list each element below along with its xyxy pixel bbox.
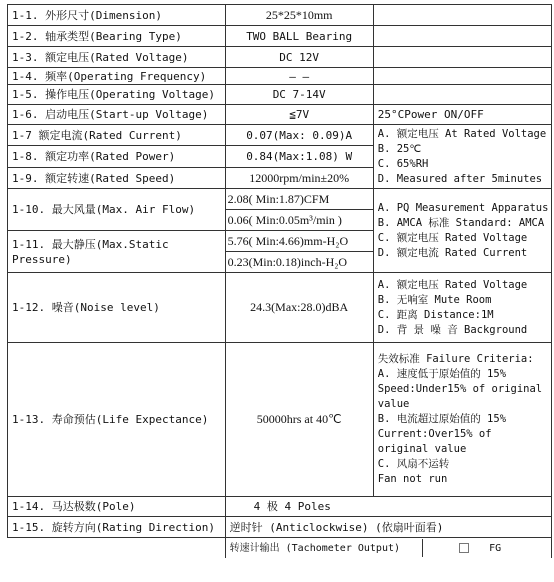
note-line: B. 电流超过原始值的 15%	[377, 413, 507, 425]
row-value: DC 12V	[225, 47, 373, 68]
note-line: D. 额定电流 Rated Current	[377, 246, 528, 259]
row-label: 1-8. 额定功率(Rated Power)	[8, 146, 226, 168]
table-row	[8, 517, 552, 538]
note-line: B. 25℃	[377, 142, 422, 155]
row-label: 1-4. 频率(Operating Frequency)	[8, 68, 226, 85]
table-row	[8, 497, 552, 517]
tachometer-label: 转速计输出 (Tachometer Output)	[229, 543, 401, 554]
value-line: 5.76( Min:4.66)mm-H₂O	[226, 231, 373, 252]
row-value: 4 极 4 Poles	[225, 497, 551, 517]
note-line: Speed:Under15% of original	[377, 383, 543, 395]
row-label: 1-7 额定电流(Rated Current)	[8, 125, 226, 146]
row-value: ≦7V	[225, 105, 373, 125]
note-line: D. 背 景 噪 音 Background	[377, 323, 528, 336]
notes-cell	[373, 125, 551, 189]
row-label: 1-10. 最大风量(Max. Air Flow)	[8, 189, 226, 231]
row-label: 1-3. 额定电压(Rated Voltage)	[8, 47, 226, 68]
row-value: 12000rpm/min±20%	[225, 168, 373, 189]
row-note	[373, 68, 551, 85]
row-label: 1-6. 启动电压(Start-up Voltage)	[8, 105, 226, 125]
table-row	[8, 26, 552, 47]
value-line: 0.06( Min:0.05m³/min )	[227, 213, 342, 227]
row-label: 1-14. 马达极数(Pole)	[8, 497, 226, 517]
row-label: 1-5. 操作电压(Operating Voltage)	[8, 85, 226, 105]
note-line: B. AMCA 标准 Standard: AMCA	[377, 216, 545, 229]
note-line: C. 额定电压 Rated Voltage	[377, 231, 528, 244]
notes-cell	[373, 343, 551, 497]
note-line: C. 风扇不运转	[377, 458, 450, 470]
row-note	[373, 26, 551, 47]
note-line: 失效标准 Failure Criteria:	[377, 353, 534, 365]
table-row	[8, 343, 552, 497]
row-label: 1-2. 轴承类型(Bearing Type)	[8, 26, 226, 47]
note-line: A. PQ Measurement Apparatus	[377, 201, 549, 214]
note-line: Fan not run	[377, 473, 448, 485]
row-label: 1-15. 旋转方向(Rating Direction)	[8, 517, 226, 538]
row-value: TWO BALL Bearing	[225, 26, 373, 47]
spec-table	[7, 4, 552, 558]
table-row	[8, 538, 552, 559]
table-row	[8, 125, 552, 146]
note-line: Current:Over15% of	[377, 428, 492, 440]
row-label: 1-12. 噪音(Noise level)	[8, 273, 226, 343]
note-line: original value	[377, 443, 467, 455]
row-value: DC 7-14V	[225, 85, 373, 105]
row-label: 1-9. 额定转速(Rated Speed)	[8, 168, 226, 189]
note-line: D. Measured after 5minutes	[377, 172, 543, 185]
table-row	[8, 189, 552, 231]
row-value: 0.07(Max: 0.09)A	[225, 125, 373, 146]
cell-divider	[422, 539, 423, 557]
row-label: 1-11. 最大静压(Max.Static Pressure)	[8, 231, 226, 273]
value-line: 2.08( Min:1.87)CFM	[226, 189, 373, 210]
note-line: A. 额定电压 Rated Voltage	[377, 278, 528, 291]
note-line: A. 额定电压 At Rated Voltage	[377, 127, 547, 140]
row-note	[373, 85, 551, 105]
table-row	[8, 5, 552, 26]
row-note: 25°CPower ON/OFF	[373, 105, 551, 125]
note-line: A. 速度低于原始值的 15%	[377, 368, 507, 380]
notes-cell	[373, 189, 551, 273]
empty-cell	[8, 538, 226, 559]
notes-cell	[373, 273, 551, 343]
split-value	[225, 189, 373, 231]
split-value	[225, 231, 373, 273]
row-value: — —	[225, 68, 373, 85]
row-value: 25*25*10mm	[225, 5, 373, 26]
table-row	[8, 85, 552, 105]
note-line: value	[377, 398, 410, 410]
row-value: 逆时针 (Anticlockwise) (依扇叶面看)	[225, 517, 551, 538]
note-line: B. 无响室 Mute Room	[377, 293, 492, 306]
row-note	[373, 5, 551, 26]
table-row	[8, 68, 552, 85]
table-row	[8, 105, 552, 125]
value-line: 0.23(Min:0.18)inch-H₂O	[227, 255, 348, 269]
row-value: 50000hrs at 40℃	[225, 343, 373, 497]
table-row	[8, 47, 552, 68]
row-value: 24.3(Max:28.0)dBA	[225, 273, 373, 343]
row-value: 0.84(Max:1.08) W	[225, 146, 373, 168]
row-note	[373, 47, 551, 68]
fg-label: FG	[489, 543, 502, 554]
row-label: 1-1. 外形尺寸(Dimension)	[8, 5, 226, 26]
note-line: C. 距离 Distance:1M	[377, 308, 494, 321]
table-row	[8, 273, 552, 343]
fg-checkbox[interactable]	[459, 543, 469, 553]
row-label: 1-13. 寿命预估(Life Expectance)	[8, 343, 226, 497]
note-line: C. 65%RH	[377, 157, 429, 170]
tachometer-row	[225, 538, 551, 559]
